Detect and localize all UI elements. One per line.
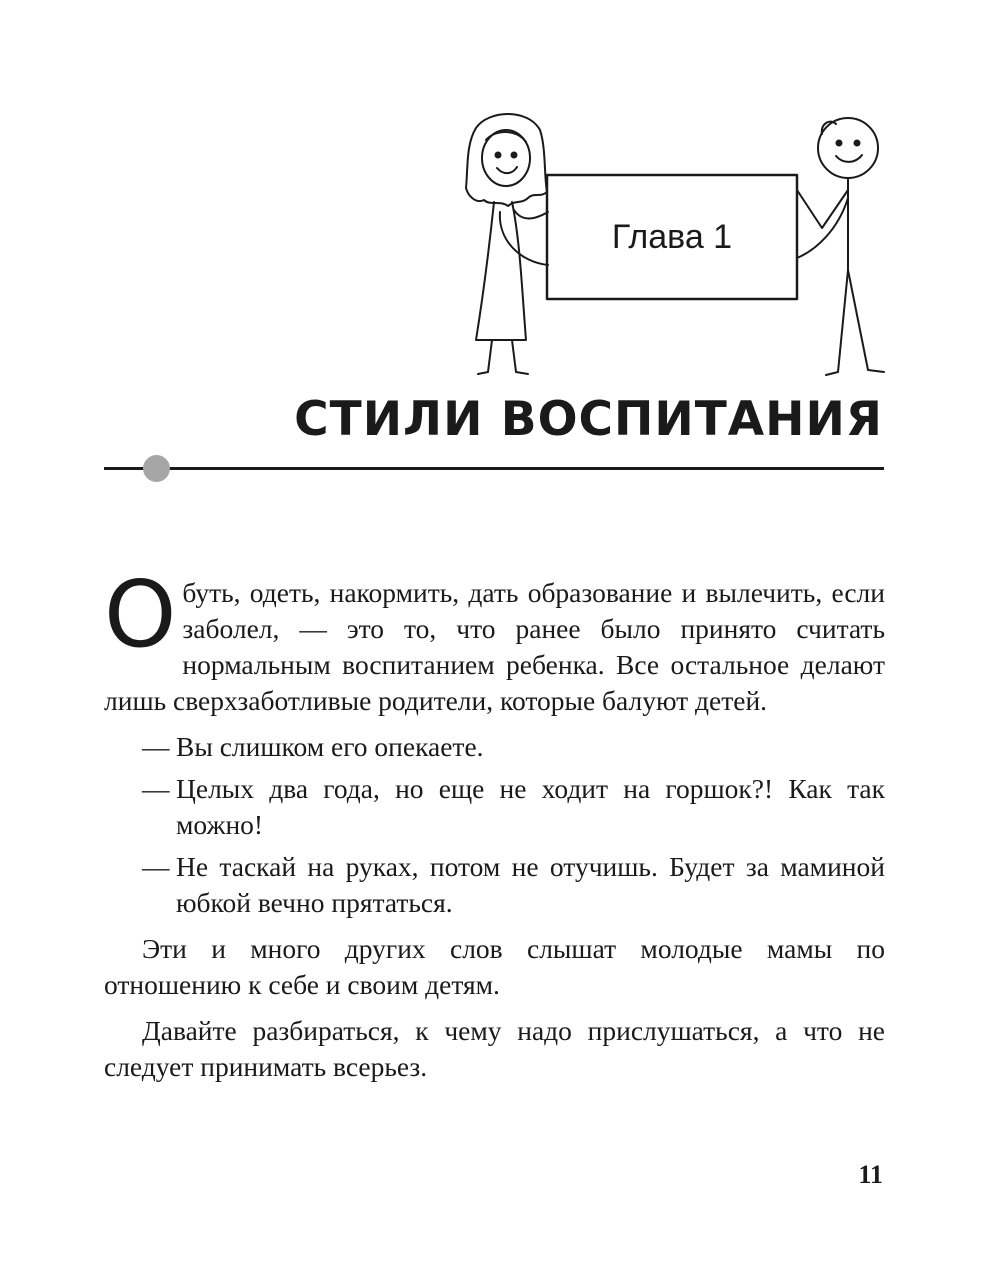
dialogue-line: — Не таскай на руках, потом не отучишь. Будет за маминой юбкой вечно прятаться. bbox=[142, 851, 885, 918]
girl-hair bbox=[466, 114, 547, 206]
intro-text: буть, одеть, накормить, дать образование и вылечить, если заболел, — это то, что ранее было принято считать нормальным воспитанием ребенка. Все остальное делают лишь сверхзаботливые родители, которые балуют детей. bbox=[104, 577, 885, 716]
chapter-label: Глава 1 bbox=[611, 217, 733, 256]
divider-dot-icon bbox=[143, 455, 170, 482]
dialogue-list bbox=[104, 729, 885, 921]
boy-head bbox=[818, 118, 878, 178]
title-divider bbox=[104, 467, 884, 470]
page-number: 11 bbox=[858, 1160, 883, 1189]
drop-cap: О bbox=[104, 561, 177, 668]
intro-paragraph bbox=[104, 561, 885, 719]
dialogue-line: — Вы слишком его опекаете. bbox=[142, 731, 484, 762]
paragraph: Эти и много других слов слышат молодые мамы по отношению к себе и своим детям. bbox=[104, 933, 885, 1000]
chapter-title: СТИЛИ ВОСПИТАНИЯ bbox=[294, 392, 883, 447]
paragraph: Давайте разбираться, к чему надо прислушаться, а что не следует принимать всерьез. bbox=[104, 1015, 885, 1082]
dialogue-line: — Целых два года, но еще не ходит на горшок?! Как так можно! bbox=[142, 773, 885, 840]
chapter-body bbox=[104, 561, 885, 1095]
